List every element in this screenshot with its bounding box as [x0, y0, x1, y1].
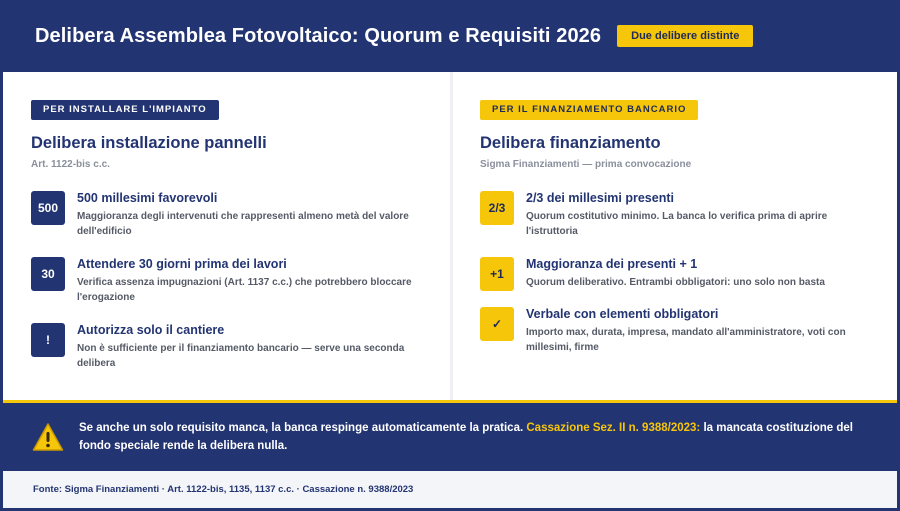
item-description: Maggioranza degli intervenuti che rappresenti almeno metà del valore dell'edificio: [77, 211, 409, 237]
item-title: 500 millesimi favorevoli: [77, 191, 218, 205]
panel-title: Delibera finanziamento: [480, 134, 661, 152]
alert-text-main: Se anche un solo requisito manca, la banca respinge automaticamente la pratica.: [79, 422, 524, 434]
footer-source: Fonte: Sigma Finanziamenti · Art. 1122-bis, 1135, 1137 c.c. · Cassazione n. 9388/2023: [33, 484, 414, 495]
requirement-item: [480, 307, 880, 355]
item-title: Maggioranza dei presenti + 1: [526, 257, 698, 271]
panels: [3, 72, 897, 400]
panel-subtitle: Sigma Finanziamenti — prima convocazione: [480, 159, 692, 170]
item-title: Autorizza solo il cantiere: [77, 323, 225, 337]
item-badge: !: [31, 323, 65, 357]
item-badge: +1: [480, 257, 514, 291]
footer: [3, 471, 897, 508]
alert-banner: [0, 403, 900, 471]
panel-financing: [450, 72, 897, 400]
requirement-item: [31, 191, 431, 239]
header: [0, 0, 900, 72]
item-description: Importo max, durata, impresa, mandato all'amministratore, voti con millesimi, firme: [526, 327, 846, 353]
item-badge: 30: [31, 257, 65, 291]
item-description: Quorum costitutivo minimo. La banca lo verifica prima di aprire l'istruttoria: [526, 211, 828, 237]
panel-subtitle: Art. 1122-bis c.c.: [31, 159, 110, 170]
panel-installation: [3, 72, 450, 400]
item-badge: ✓: [480, 307, 514, 341]
item-description: Quorum deliberativo. Entrambi obbligatori: uno solo non basta: [526, 277, 825, 288]
warning-icon: [32, 422, 64, 452]
alert-text: [79, 419, 879, 455]
requirement-item: [480, 257, 880, 291]
item-description: Non è sufficiente per il finanziamento bancario — serve una seconda delibera: [77, 343, 405, 369]
alert-citation: Cassazione Sez. II n. 9388/2023:: [526, 422, 701, 434]
item-title: Attendere 30 giorni prima dei lavori: [77, 257, 287, 271]
requirement-item: [31, 323, 431, 371]
item-title: Verbale con elementi obbligatori: [526, 307, 719, 321]
panel-tag: PER IL FINANZIAMENTO BANCARIO: [480, 100, 698, 120]
item-title: 2/3 dei millesimi presenti: [526, 191, 674, 205]
item-badge: 2/3: [480, 191, 514, 225]
requirement-item: [31, 257, 431, 305]
item-description: Verifica assenza impugnazioni (Art. 1137 c.c.) che potrebbero bloccare l'erogazione: [77, 277, 412, 303]
requirement-item: [480, 191, 880, 239]
panel-title: Delibera installazione pannelli: [31, 134, 267, 152]
header-badge: Due delibere distinte: [617, 25, 753, 47]
panel-tag: PER INSTALLARE L'IMPIANTO: [31, 100, 219, 120]
alert-text-consequence: la mancata costituzione del fondo speciale rende la delibera nulla.: [79, 422, 853, 452]
page-title: Delibera Assemblea Fotovoltaico: Quorum e Requisiti 2026: [35, 24, 602, 47]
item-badge: 500: [31, 191, 65, 225]
